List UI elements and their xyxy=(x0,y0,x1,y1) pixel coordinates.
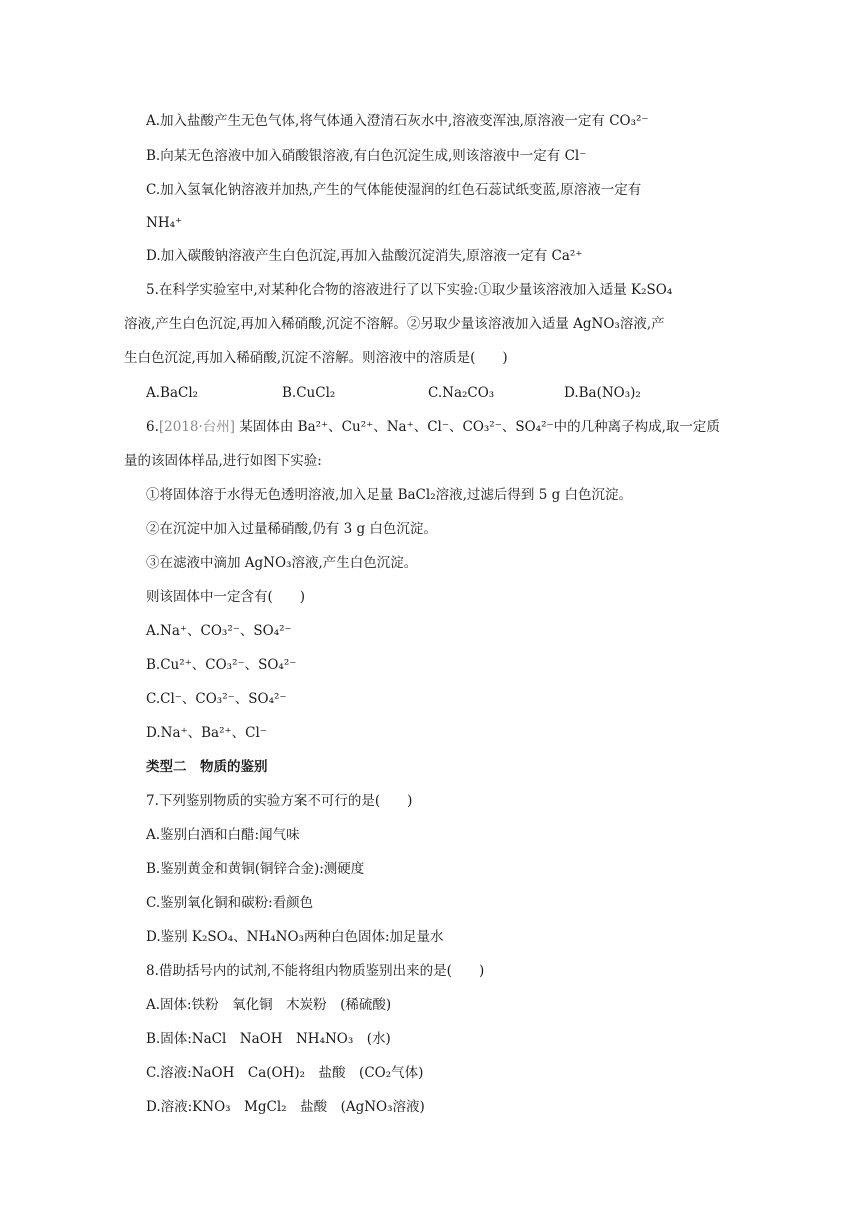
q6-step-1: ①将固体溶于水得无色透明溶液,加入足量 BaCl₂溶液,过滤后得到 5 g 白色沉淀。 xyxy=(146,487,633,503)
q7-option-b: B.鉴别黄金和黄铜(铜锌合金):测硬度 xyxy=(146,861,365,877)
q5-option-d: D.Ba(NO₃)₂ xyxy=(564,385,641,401)
q8-option-c: C.溶液:NaOH Ca(OH)₂ 盐酸 (CO₂气体) xyxy=(146,1065,424,1081)
q6-step-3: ③在滤液中滴加 AgNO₃溶液,产生白色沉淀。 xyxy=(146,555,418,571)
q6-option-a: A.Na⁺、CO₃²⁻、SO₄²⁻ xyxy=(146,623,292,639)
q6-number: 6. xyxy=(146,419,159,435)
q8-option-d: D.溶液:KNO₃ MgCl₂ 盐酸 (AgNO₃溶液) xyxy=(146,1099,425,1115)
q4-option-c-cont: NH₄⁺ xyxy=(146,215,183,231)
q8-stem: 8.借助括号内的试剂,不能将组内物质鉴别出来的是( ) xyxy=(146,963,485,979)
q7-option-c: C.鉴别氧化铜和碳粉:看颜色 xyxy=(146,895,314,911)
q7-option-d: D.鉴别 K₂SO₄、NH₄NO₃两种白色固体:加足量水 xyxy=(146,929,444,945)
q6-stem-text: 某固体由 Ba²⁺、Cu²⁺、Na⁺、Cl⁻、CO₃²⁻、SO₄²⁻中的几种离子构成,取一定质 xyxy=(239,419,720,435)
q7-stem: 7.下列鉴别物质的实验方案不可行的是( ) xyxy=(146,793,413,809)
q6-step-2: ②在沉淀中加入过量稀硝酸,仍有 3 g 白色沉淀。 xyxy=(146,521,437,537)
q4-option-c: C.加入氢氧化钠溶液并加热,产生的气体能使湿润的红色石蕊试纸变蓝,原溶液一定有 xyxy=(146,182,642,198)
q5-stem-line3: 生白色沉淀,再加入稀硝酸,沉淀不溶解。则溶液中的溶质是( ) xyxy=(124,350,508,366)
q6-option-c: C.Cl⁻、CO₃²⁻、SO₄²⁻ xyxy=(146,691,287,707)
q6-question: 则该固体中一定含有( ) xyxy=(146,589,306,605)
q5-option-a: A.BaCl₂ xyxy=(146,385,199,401)
q8-option-a: A.固体:铁粉 氧化铜 木炭粉 (稀硫酸) xyxy=(146,997,392,1013)
q6-stem-line2: 量的该固体样品,进行如图下实验: xyxy=(124,453,322,469)
q7-option-a: A.鉴别白酒和白醋:闻气味 xyxy=(146,827,300,843)
q8-option-b: B.固体:NaCl NaOH NH₄NO₃ (水) xyxy=(146,1031,391,1047)
q5-stem-line2: 溶液,产生白色沉淀,再加入稀硝酸,沉淀不溶解。②另取少量该溶液加入适量 AgNO₃溶液,产 xyxy=(124,316,665,332)
q5-option-b: B.CuCl₂ xyxy=(282,385,336,401)
q4-option-b: B.向某无色溶液中加入硝酸银溶液,有白色沉淀生成,则该溶液中一定有 Cl⁻ xyxy=(146,148,587,164)
q6-stem-line1 xyxy=(146,416,720,438)
q6-option-d: D.Na⁺、Ba²⁺、Cl⁻ xyxy=(146,725,267,741)
q5-stem-line1: 5.在科学实验室中,对某种化合物的溶液进行了以下实验:①取少量该溶液加入适量 K₂SO₄ xyxy=(146,282,673,298)
q5-option-c: C.Na₂CO₃ xyxy=(428,385,495,401)
q4-option-a: A.加入盐酸产生无色气体,将气体通入澄清石灰水中,溶液变浑浊,原溶液一定有 CO₃²⁻ xyxy=(146,113,649,129)
q6-source-tag: [2018·台州] xyxy=(158,419,236,435)
section-heading: 类型二 物质的鉴别 xyxy=(146,759,268,775)
q6-option-b: B.Cu²⁺、CO₃²⁻、SO₄²⁻ xyxy=(146,657,297,673)
q4-option-d: D.加入碳酸钠溶液产生白色沉淀,再加入盐酸沉淀消失,原溶液一定有 Ca²⁺ xyxy=(146,248,583,264)
